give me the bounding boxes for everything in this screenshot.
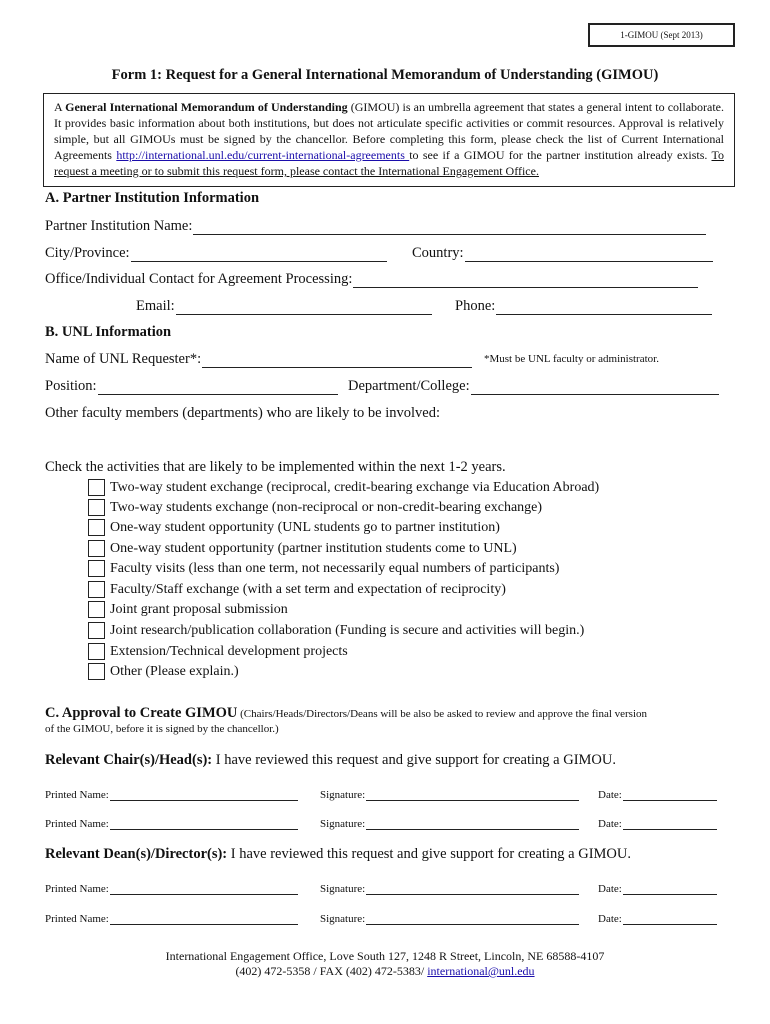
partner-name-row xyxy=(45,218,706,235)
footer-contact xyxy=(0,964,770,979)
signature-label: Signature: xyxy=(320,883,366,895)
chair-signature-row xyxy=(320,789,579,801)
phone-row xyxy=(455,298,712,315)
chair-signature-row xyxy=(320,818,579,830)
requester-label: Name of UNL Requester*: xyxy=(45,351,202,367)
chair-sign-row xyxy=(45,789,298,801)
dean-date-row xyxy=(598,913,717,925)
signature-field[interactable] xyxy=(366,913,579,925)
country-label: Country: xyxy=(412,245,464,261)
section-c-note-1: (Chairs/Heads/Directors/Deans will be also be asked to review and approve the final version xyxy=(237,708,648,720)
date-field[interactable] xyxy=(623,883,717,895)
dean-approval-row xyxy=(45,846,631,863)
dean-signature-row xyxy=(320,913,579,925)
requester-row xyxy=(45,351,472,368)
activity-checkbox[interactable] xyxy=(88,663,105,680)
date-label: Date: xyxy=(598,883,622,895)
phone-label: Phone: xyxy=(455,298,496,314)
date-label: Date: xyxy=(598,913,622,925)
activity-checkbox[interactable] xyxy=(88,601,105,618)
activity-option xyxy=(88,642,348,661)
signature-label: Signature: xyxy=(320,818,366,830)
date-field[interactable] xyxy=(623,818,717,830)
dean-label: Relevant Dean(s)/Director(s): xyxy=(45,846,228,862)
activity-label: Joint grant proposal submission xyxy=(110,601,288,617)
activity-option xyxy=(88,498,542,517)
activity-option xyxy=(88,539,517,558)
activity-option xyxy=(88,518,500,537)
printed-name-label: Printed Name: xyxy=(45,818,109,830)
activity-label: One-way student opportunity (UNL students go to partner institution) xyxy=(110,519,500,535)
activity-label: Two-way student exchange (reciprocal, credit-bearing exchange via Education Abroad) xyxy=(110,479,600,495)
requester-field[interactable] xyxy=(202,353,472,368)
date-label: Date: xyxy=(598,789,622,801)
intro-lead: A xyxy=(54,100,66,114)
activity-option xyxy=(88,559,559,578)
signature-field[interactable] xyxy=(366,883,579,895)
activity-checkbox[interactable] xyxy=(88,540,105,557)
country-row xyxy=(412,245,713,262)
intro-box xyxy=(43,93,735,187)
printed-name-field[interactable] xyxy=(110,818,298,830)
contact-label: Office/Individual Contact for Agreement Processing: xyxy=(45,271,353,287)
activity-checkbox[interactable] xyxy=(88,622,105,639)
position-field[interactable] xyxy=(98,380,338,395)
chair-label: Relevant Chair(s)/Head(s): xyxy=(45,752,213,768)
form-version-tag: 1-GIMOU (Sept 2013) xyxy=(588,23,735,47)
department-row xyxy=(348,378,719,395)
requester-note: *Must be UNL faculty or administrator. xyxy=(484,353,659,365)
intro-contact-note: To request a meeting or to submit this request form, please contact the International Engagement Office. xyxy=(54,148,724,178)
activity-checkbox[interactable] xyxy=(88,581,105,598)
email-field[interactable] xyxy=(176,300,432,315)
activities-prompt: Check the activities that are likely to be implemented within the next 1-2 years. xyxy=(45,459,506,475)
activity-label: One-way student opportunity (partner institution students come to UNL) xyxy=(110,540,517,556)
activity-label: Joint research/publication collaboration (Funding is secure and activities will begin.) xyxy=(110,622,585,638)
activity-checkbox[interactable] xyxy=(88,479,105,496)
activity-option xyxy=(88,662,239,681)
position-label: Position: xyxy=(45,378,97,394)
email-label: Email: xyxy=(136,298,175,314)
printed-name-field[interactable] xyxy=(110,883,298,895)
signature-field[interactable] xyxy=(366,818,579,830)
activity-label: Extension/Technical development projects xyxy=(110,643,348,659)
printed-name-label: Printed Name: xyxy=(45,883,109,895)
email-row xyxy=(136,298,432,315)
intro-text-1: (GIMOU) is an umbrella agreement that states a general intent to collaborate. It provides basic information about both institutions, but does not articulate specific activities or commit resources. Approval is relatively simple, but all GIMOUs must be signed by the chancellor. Before completing this form, please check the list of Current International Agreements xyxy=(54,100,724,162)
activity-option xyxy=(88,580,506,599)
printed-name-label: Printed Name: xyxy=(45,789,109,801)
chair-sign-row xyxy=(45,818,298,830)
city-label: City/Province: xyxy=(45,245,130,261)
activity-option xyxy=(88,621,584,640)
country-field[interactable] xyxy=(465,247,713,262)
activity-checkbox[interactable] xyxy=(88,560,105,577)
section-c-note-2: of the GIMOU, before it is signed by the chancellor.) xyxy=(45,723,279,735)
contact-row xyxy=(45,271,698,288)
footer-phone: (402) 472-5358 / FAX (402) 472-5383/ xyxy=(235,964,428,978)
printed-name-field[interactable] xyxy=(110,913,298,925)
activity-option xyxy=(88,478,599,497)
activity-label: Two-way students exchange (non-reciprocal or non-credit-bearing exchange) xyxy=(110,499,543,515)
printed-name-label: Printed Name: xyxy=(45,913,109,925)
activity-checkbox[interactable] xyxy=(88,499,105,516)
section-a-heading: A. Partner Institution Information xyxy=(45,190,260,206)
activity-label: Faculty/Staff exchange (with a set term and expectation of reciprocity) xyxy=(110,581,506,597)
chair-statement: I have reviewed this request and give support for creating a GIMOU. xyxy=(212,752,616,768)
contact-field[interactable] xyxy=(353,273,698,288)
city-field[interactable] xyxy=(131,247,387,262)
dean-sign-row xyxy=(45,913,298,925)
city-row xyxy=(45,245,387,262)
footer-address: International Engagement Office, Love South 127, 1248 R Street, Lincoln, NE 68588-4107 xyxy=(165,949,605,963)
department-label: Department/College: xyxy=(348,378,470,394)
department-field[interactable] xyxy=(471,380,719,395)
printed-name-field[interactable] xyxy=(110,789,298,801)
section-b-heading: B. UNL Information xyxy=(45,324,172,340)
chair-date-row xyxy=(598,789,717,801)
position-row xyxy=(45,378,338,395)
dean-statement: I have reviewed this request and give support for creating a GIMOU. xyxy=(227,846,631,862)
activity-label: Faculty visits (less than one term, not necessarily equal numbers of participants) xyxy=(110,560,560,576)
dean-date-row xyxy=(598,883,717,895)
activity-checkbox[interactable] xyxy=(88,643,105,660)
activity-label: Other (Please explain.) xyxy=(110,663,239,679)
footer-email-link[interactable]: international@unl.edu xyxy=(427,964,535,978)
activity-option xyxy=(88,600,288,619)
page-title: Form 1: Request for a General International Memorandum of Understanding (GIMOU) xyxy=(111,67,659,83)
date-field[interactable] xyxy=(623,913,717,925)
date-field[interactable] xyxy=(623,789,717,801)
dean-sign-row xyxy=(45,883,298,895)
intro-bold-term: General International Memorandum of Understanding xyxy=(65,100,348,114)
dean-signature-row xyxy=(320,883,579,895)
activity-checkbox[interactable] xyxy=(88,519,105,536)
other-faculty-label: Other faculty members (departments) who are likely to be involved: xyxy=(45,405,440,421)
signature-label: Signature: xyxy=(320,913,366,925)
section-c-heading-row xyxy=(45,705,647,722)
section-c-heading: C. Approval to Create GIMOU xyxy=(45,705,238,721)
partner-name-label: Partner Institution Name: xyxy=(45,218,193,234)
chair-date-row xyxy=(598,818,717,830)
signature-field[interactable] xyxy=(366,789,579,801)
agreements-link[interactable]: http://international.unl.edu/current-international-agreements xyxy=(116,148,410,162)
chair-approval-row xyxy=(45,752,616,769)
date-label: Date: xyxy=(598,818,622,830)
phone-field[interactable] xyxy=(496,300,712,315)
intro-text-2: to see if a GIMOU for the partner institution already exists. xyxy=(409,148,712,162)
partner-name-field[interactable] xyxy=(193,220,706,235)
signature-label: Signature: xyxy=(320,789,366,801)
